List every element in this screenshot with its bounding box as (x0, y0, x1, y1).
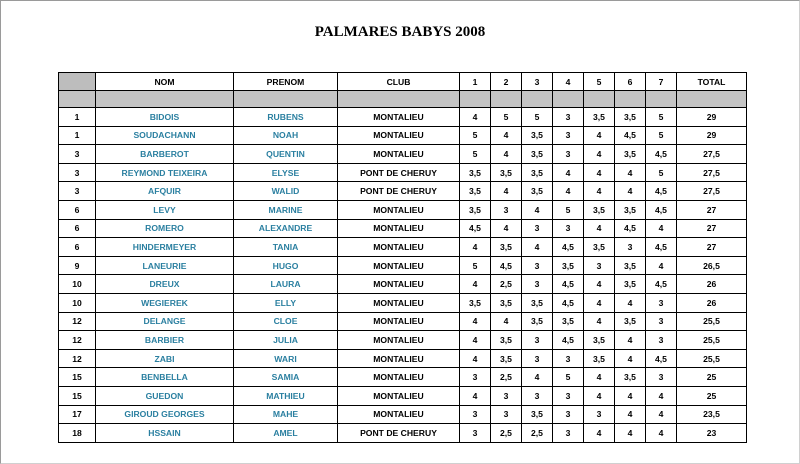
round-1-cell: 3,5 (460, 182, 491, 201)
round-5-cell: 4 (584, 312, 615, 331)
table-row (59, 108, 747, 127)
total-cell: 29 (677, 126, 747, 145)
nom-cell: BIDOIS (96, 108, 234, 127)
round-5-cell: 4 (584, 275, 615, 294)
round-1-cell: 4 (460, 331, 491, 350)
table-row (59, 275, 747, 294)
round-2-cell: 4 (491, 219, 522, 238)
round-1-cell: 3 (460, 424, 491, 443)
nom-cell: GUEDON (96, 386, 234, 405)
rank-cell: 3 (59, 145, 96, 164)
prenom-cell: ALEXANDRE (234, 219, 338, 238)
table-row (59, 182, 747, 201)
rank-cell: 9 (59, 256, 96, 275)
round-4-cell: 3 (553, 424, 584, 443)
round-1-cell: 3,5 (460, 163, 491, 182)
round-3-cell: 3,5 (522, 163, 553, 182)
round-2-cell: 4,5 (491, 256, 522, 275)
round-3-cell: 2,5 (522, 424, 553, 443)
round-5-cell: 3,5 (584, 200, 615, 219)
round-6-cell: 3,5 (615, 275, 646, 294)
nom-cell: BARBEROT (96, 145, 234, 164)
prenom-cell: MAHE (234, 405, 338, 424)
round-4-cell: 4,5 (553, 275, 584, 294)
club-cell: MONTALIEU (338, 126, 460, 145)
total-cell: 27 (677, 219, 747, 238)
round-2-cell: 5 (491, 108, 522, 127)
round-4-cell: 3 (553, 145, 584, 164)
rank-cell: 18 (59, 424, 96, 443)
round-3-cell: 3 (522, 386, 553, 405)
prenom-cell: LAURA (234, 275, 338, 294)
round-4-cell: 4 (553, 182, 584, 201)
round-3-cell: 3 (522, 349, 553, 368)
table-row (59, 349, 747, 368)
round-6-cell: 3,5 (615, 200, 646, 219)
total-cell: 26,5 (677, 256, 747, 275)
table-spacer-row (59, 91, 747, 108)
header-rank (59, 73, 96, 91)
header-total: TOTAL (677, 73, 747, 91)
round-3-cell: 3,5 (522, 145, 553, 164)
rank-cell: 15 (59, 368, 96, 387)
round-6-cell: 4 (615, 386, 646, 405)
round-1-cell: 4 (460, 312, 491, 331)
nom-cell: LANEURIE (96, 256, 234, 275)
round-7-cell: 4 (646, 219, 677, 238)
table-row (59, 386, 747, 405)
round-4-cell: 4,5 (553, 331, 584, 350)
nom-cell: BARBIER (96, 331, 234, 350)
round-7-cell: 5 (646, 126, 677, 145)
rank-cell: 3 (59, 163, 96, 182)
rank-cell: 3 (59, 182, 96, 201)
round-3-cell: 3 (522, 219, 553, 238)
round-7-cell: 3 (646, 312, 677, 331)
round-6-cell: 3,5 (615, 145, 646, 164)
round-3-cell: 3,5 (522, 126, 553, 145)
round-6-cell: 4 (615, 331, 646, 350)
round-5-cell: 4 (584, 145, 615, 164)
round-3-cell: 4 (522, 238, 553, 257)
rank-cell: 10 (59, 293, 96, 312)
prenom-cell: WALID (234, 182, 338, 201)
table-body (59, 108, 747, 443)
round-3-cell: 3 (522, 275, 553, 294)
nom-cell: HINDERMEYER (96, 238, 234, 257)
header-club: CLUB (338, 73, 460, 91)
total-cell: 27,5 (677, 145, 747, 164)
nom-cell: HSSAIN (96, 424, 234, 443)
round-2-cell: 3,5 (491, 349, 522, 368)
round-3-cell: 4 (522, 368, 553, 387)
round-5-cell: 3,5 (584, 238, 615, 257)
round-1-cell: 4 (460, 349, 491, 368)
club-cell: MONTALIEU (338, 256, 460, 275)
round-7-cell: 4,5 (646, 145, 677, 164)
nom-cell: REYMOND TEIXEIRA (96, 163, 234, 182)
rank-cell: 6 (59, 219, 96, 238)
prenom-cell: QUENTIN (234, 145, 338, 164)
round-3-cell: 3,5 (522, 182, 553, 201)
round-2-cell: 2,5 (491, 275, 522, 294)
round-5-cell: 4 (584, 163, 615, 182)
round-2-cell: 3 (491, 386, 522, 405)
rank-cell: 15 (59, 386, 96, 405)
round-1-cell: 3,5 (460, 293, 491, 312)
header-round-1: 1 (460, 73, 491, 91)
prenom-cell: NOAH (234, 126, 338, 145)
round-5-cell: 4 (584, 424, 615, 443)
prenom-cell: TANIA (234, 238, 338, 257)
prenom-cell: JULIA (234, 331, 338, 350)
round-7-cell: 3 (646, 331, 677, 350)
prenom-cell: MATHIEU (234, 386, 338, 405)
round-7-cell: 4,5 (646, 349, 677, 368)
total-cell: 25,5 (677, 312, 747, 331)
nom-cell: AFQUIR (96, 182, 234, 201)
club-cell: MONTALIEU (338, 108, 460, 127)
round-4-cell: 3 (553, 108, 584, 127)
round-7-cell: 3 (646, 368, 677, 387)
rank-cell: 6 (59, 238, 96, 257)
round-4-cell: 3 (553, 349, 584, 368)
round-7-cell: 4 (646, 424, 677, 443)
round-4-cell: 3,5 (553, 256, 584, 275)
club-cell: PONT DE CHERUY (338, 182, 460, 201)
table-row (59, 163, 747, 182)
round-5-cell: 4 (584, 219, 615, 238)
round-6-cell: 3,5 (615, 256, 646, 275)
prenom-cell: ELYSE (234, 163, 338, 182)
round-6-cell: 3,5 (615, 312, 646, 331)
nom-cell: WEGIEREK (96, 293, 234, 312)
round-7-cell: 3 (646, 293, 677, 312)
table-row (59, 256, 747, 275)
club-cell: MONTALIEU (338, 405, 460, 424)
round-5-cell: 4 (584, 386, 615, 405)
table-row (59, 293, 747, 312)
round-4-cell: 3 (553, 386, 584, 405)
table-row (59, 312, 747, 331)
round-4-cell: 3,5 (553, 312, 584, 331)
prenom-cell: RUBENS (234, 108, 338, 127)
round-3-cell: 3,5 (522, 293, 553, 312)
page-title: PALMARES BABYS 2008 (314, 24, 486, 40)
round-6-cell: 3,5 (615, 368, 646, 387)
round-4-cell: 5 (553, 200, 584, 219)
round-2-cell: 4 (491, 312, 522, 331)
round-7-cell: 5 (646, 163, 677, 182)
round-3-cell: 3 (522, 256, 553, 275)
round-2-cell: 3 (491, 200, 522, 219)
round-2-cell: 2,5 (491, 424, 522, 443)
round-4-cell: 3 (553, 219, 584, 238)
rank-cell: 6 (59, 200, 96, 219)
results-table (58, 72, 747, 443)
nom-cell: DREUX (96, 275, 234, 294)
total-cell: 25,5 (677, 349, 747, 368)
table-row (59, 368, 747, 387)
round-4-cell: 4 (553, 163, 584, 182)
round-3-cell: 5 (522, 108, 553, 127)
round-3-cell: 3 (522, 331, 553, 350)
club-cell: MONTALIEU (338, 275, 460, 294)
header-round-7: 7 (646, 73, 677, 91)
total-cell: 25,5 (677, 331, 747, 350)
header-round-3: 3 (522, 73, 553, 91)
round-6-cell: 4 (615, 349, 646, 368)
rank-cell: 12 (59, 331, 96, 350)
round-6-cell: 4 (615, 424, 646, 443)
round-4-cell: 5 (553, 368, 584, 387)
round-4-cell: 4,5 (553, 293, 584, 312)
prenom-cell: WARI (234, 349, 338, 368)
round-3-cell: 3,5 (522, 312, 553, 331)
round-2-cell: 4 (491, 182, 522, 201)
round-6-cell: 4 (615, 182, 646, 201)
nom-cell: DELANGE (96, 312, 234, 331)
round-6-cell: 3,5 (615, 108, 646, 127)
round-5-cell: 3 (584, 405, 615, 424)
header-round-5: 5 (584, 73, 615, 91)
club-cell: MONTALIEU (338, 331, 460, 350)
header-round-6: 6 (615, 73, 646, 91)
club-cell: MONTALIEU (338, 386, 460, 405)
header-nom: NOM (96, 73, 234, 91)
round-2-cell: 3,5 (491, 331, 522, 350)
round-1-cell: 4 (460, 275, 491, 294)
round-1-cell: 5 (460, 126, 491, 145)
round-2-cell: 2,5 (491, 368, 522, 387)
round-3-cell: 4 (522, 200, 553, 219)
round-6-cell: 4 (615, 293, 646, 312)
rank-cell: 17 (59, 405, 96, 424)
table-row (59, 219, 747, 238)
club-cell: PONT DE CHERUY (338, 424, 460, 443)
round-5-cell: 3 (584, 256, 615, 275)
round-6-cell: 4 (615, 163, 646, 182)
round-4-cell: 3 (553, 405, 584, 424)
rank-cell: 12 (59, 312, 96, 331)
round-6-cell: 3 (615, 238, 646, 257)
round-7-cell: 4,5 (646, 238, 677, 257)
total-cell: 27,5 (677, 182, 747, 201)
round-1-cell: 3 (460, 405, 491, 424)
rank-cell: 12 (59, 349, 96, 368)
rank-cell: 1 (59, 108, 96, 127)
round-2-cell: 3,5 (491, 293, 522, 312)
rank-cell: 10 (59, 275, 96, 294)
club-cell: MONTALIEU (338, 349, 460, 368)
round-1-cell: 4 (460, 238, 491, 257)
round-5-cell: 3,5 (584, 331, 615, 350)
round-6-cell: 4,5 (615, 126, 646, 145)
table-row (59, 424, 747, 443)
header-round-2: 2 (491, 73, 522, 91)
table-row (59, 145, 747, 164)
round-5-cell: 4 (584, 182, 615, 201)
total-cell: 29 (677, 108, 747, 127)
round-2-cell: 3,5 (491, 238, 522, 257)
prenom-cell: HUGO (234, 256, 338, 275)
club-cell: MONTALIEU (338, 200, 460, 219)
round-1-cell: 4 (460, 108, 491, 127)
round-3-cell: 3,5 (522, 405, 553, 424)
nom-cell: ZABI (96, 349, 234, 368)
total-cell: 23 (677, 424, 747, 443)
prenom-cell: CLOE (234, 312, 338, 331)
club-cell: MONTALIEU (338, 293, 460, 312)
prenom-cell: AMEL (234, 424, 338, 443)
prenom-cell: SAMIA (234, 368, 338, 387)
round-2-cell: 3,5 (491, 163, 522, 182)
club-cell: MONTALIEU (338, 368, 460, 387)
nom-cell: BENBELLA (96, 368, 234, 387)
table-row (59, 331, 747, 350)
table-row (59, 405, 747, 424)
nom-cell: SOUDACHANN (96, 126, 234, 145)
round-5-cell: 4 (584, 293, 615, 312)
round-1-cell: 5 (460, 145, 491, 164)
total-cell: 23,5 (677, 405, 747, 424)
club-cell: MONTALIEU (338, 145, 460, 164)
header-round-4: 4 (553, 73, 584, 91)
round-5-cell: 3,5 (584, 108, 615, 127)
round-7-cell: 4 (646, 256, 677, 275)
total-cell: 25 (677, 386, 747, 405)
prenom-cell: MARINE (234, 200, 338, 219)
nom-cell: ROMERO (96, 219, 234, 238)
total-cell: 26 (677, 293, 747, 312)
club-cell: MONTALIEU (338, 219, 460, 238)
table-header-row (59, 73, 747, 91)
round-5-cell: 4 (584, 126, 615, 145)
club-cell: MONTALIEU (338, 312, 460, 331)
round-6-cell: 4,5 (615, 219, 646, 238)
round-1-cell: 3,5 (460, 200, 491, 219)
total-cell: 27 (677, 200, 747, 219)
round-2-cell: 4 (491, 126, 522, 145)
total-cell: 26 (677, 275, 747, 294)
round-4-cell: 3 (553, 126, 584, 145)
round-7-cell: 4,5 (646, 182, 677, 201)
nom-cell: GIROUD GEORGES (96, 405, 234, 424)
club-cell: MONTALIEU (338, 238, 460, 257)
round-7-cell: 4,5 (646, 200, 677, 219)
round-1-cell: 3 (460, 368, 491, 387)
round-4-cell: 4,5 (553, 238, 584, 257)
nom-cell: LEVY (96, 200, 234, 219)
round-5-cell: 4 (584, 368, 615, 387)
rank-cell: 1 (59, 126, 96, 145)
round-1-cell: 5 (460, 256, 491, 275)
round-7-cell: 4,5 (646, 275, 677, 294)
table-row (59, 126, 747, 145)
round-6-cell: 4 (615, 405, 646, 424)
total-cell: 25 (677, 368, 747, 387)
total-cell: 27 (677, 238, 747, 257)
round-5-cell: 3,5 (584, 349, 615, 368)
club-cell: PONT DE CHERUY (338, 163, 460, 182)
round-1-cell: 4,5 (460, 219, 491, 238)
round-7-cell: 4 (646, 405, 677, 424)
round-2-cell: 4 (491, 145, 522, 164)
round-7-cell: 5 (646, 108, 677, 127)
table-row (59, 200, 747, 219)
total-cell: 27,5 (677, 163, 747, 182)
round-2-cell: 3 (491, 405, 522, 424)
round-1-cell: 4 (460, 386, 491, 405)
round-7-cell: 4 (646, 386, 677, 405)
header-prenom: PRENOM (234, 73, 338, 91)
prenom-cell: ELLY (234, 293, 338, 312)
table-row (59, 238, 747, 257)
